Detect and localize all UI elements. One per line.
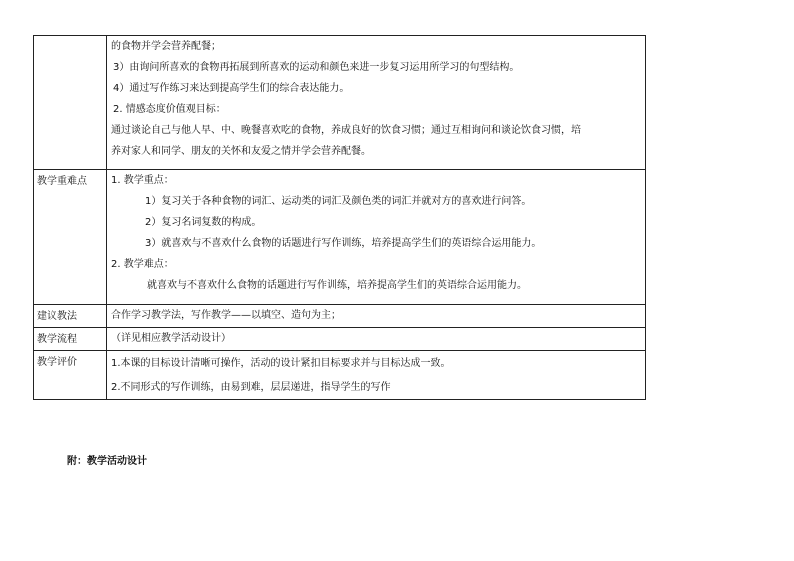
difficulty-heading: 2. 教学难点： <box>111 259 174 270</box>
lesson-plan-table <box>33 35 646 400</box>
goal-line: 的食物并学会营养配餐； <box>111 41 221 52</box>
key-points-cell <box>107 170 646 305</box>
goal-line: 通过谈论自己与他人早、中、晚餐喜欢吃的食物，养成良好的饮食习惯；通过互相询问和谈论饮食习惯，培 <box>111 125 581 136</box>
table-row <box>34 36 646 170</box>
goal-line: 养对家人和同学、朋友的关怀和友爱之情并学会营养配餐。 <box>111 146 371 157</box>
evaluation-line: 2.不同形式的写作训练，由易到难，层层递进，指导学生的写作 <box>111 382 391 393</box>
goal-line: 2. 情感态度价值观目标： <box>113 104 226 115</box>
table-row <box>34 351 646 400</box>
evaluation-label: 教学评价 <box>34 351 107 400</box>
process-text: （详见相应教学活动设计） <box>107 328 646 351</box>
key-points-label: 教学重难点 <box>34 170 107 305</box>
row-label-empty <box>34 36 107 170</box>
table-row <box>34 328 646 351</box>
evaluation-line: 1.本课的目标设计清晰可操作，活动的设计紧扣目标要求并与目标达成一致。 <box>111 358 451 369</box>
key-point-item: 1）复习关于各种食物的词汇、运动类的词汇及颜色类的词汇并就对方的喜欢进行问答。 <box>145 196 532 207</box>
key-point-item: 3）就喜欢与不喜欢什么食物的话题进行写作训练，培养提高学生们的英语综合运用能力。 <box>145 238 542 249</box>
evaluation-cell <box>107 351 646 400</box>
goal-line: 4）通过写作练习来达到提高学生们的综合表达能力。 <box>113 83 350 94</box>
method-text: 合作学习教学法，写作教学——以填空、造句为主； <box>107 305 646 328</box>
appendix-title: 附：教学活动设计 <box>67 456 147 467</box>
method-label: 建议教法 <box>34 305 107 328</box>
key-point-item: 2）复习名词复数的构成。 <box>145 217 262 228</box>
difficulty-text: 就喜欢与不喜欢什么食物的话题进行写作训练，培养提高学生们的英语综合运用能力。 <box>147 280 527 291</box>
goal-line: 3）由询问所喜欢的食物再拓展到所喜欢的运动和颜色来进一步复习运用所学习的句型结构。 <box>113 62 520 73</box>
table-row <box>34 305 646 328</box>
teaching-goals-cell <box>107 36 646 170</box>
key-points-heading: 1. 教学重点： <box>111 175 174 186</box>
table-row <box>34 170 646 305</box>
process-label: 教学流程 <box>34 328 107 351</box>
